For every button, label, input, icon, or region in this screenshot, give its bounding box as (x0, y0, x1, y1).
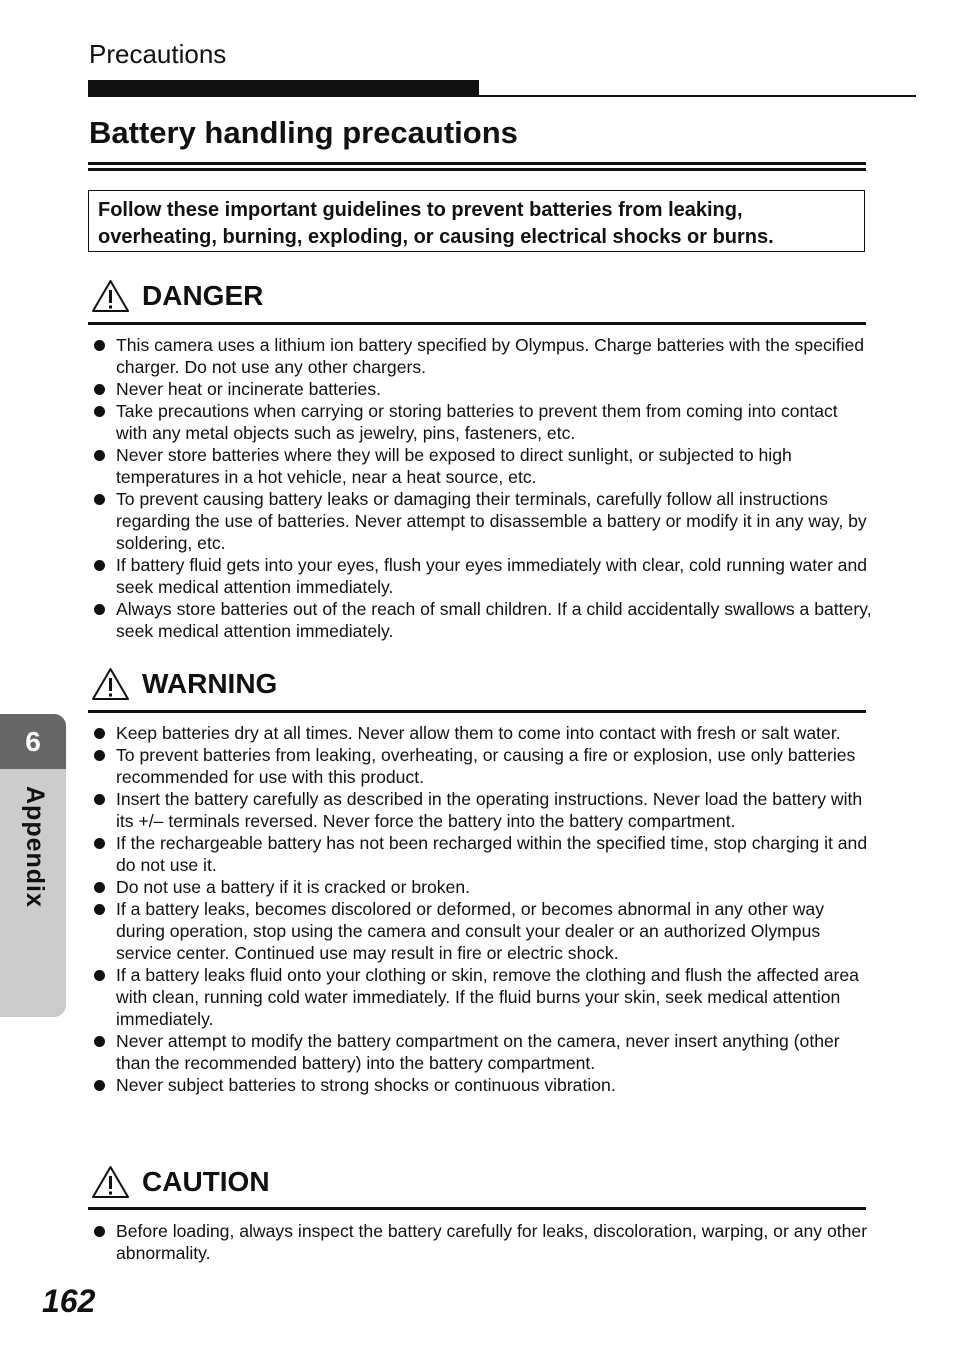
warning-heading (91, 664, 277, 704)
warning-triangle-icon (91, 1165, 130, 1199)
caution-rule (88, 1207, 866, 1210)
bullet-icon (94, 340, 105, 351)
bullet-icon (94, 1226, 105, 1237)
list-item: Take precautions when carrying or storing batteries to prevent them from coming into contact with any metal objects such as jewelry, pins, fasteners, etc. (92, 400, 872, 444)
list-item: Never subject batteries to strong shocks or continuous vibration. (92, 1074, 872, 1096)
section-header: Precautions (89, 39, 227, 69)
page-title: Battery handling precautions (89, 115, 518, 150)
bullet-icon (94, 1080, 105, 1091)
danger-list (92, 334, 872, 642)
bullet-icon (94, 750, 105, 761)
warning-list (92, 722, 872, 1096)
list-item: Do not use a battery if it is cracked or broken. (92, 876, 872, 898)
list-item: To prevent batteries from leaking, overheating, or causing a fire or explosion, use only batteries recommended for use with this product. (92, 744, 872, 788)
bullet-icon (94, 970, 105, 981)
warning-rule (88, 710, 866, 713)
bullet-icon (94, 904, 105, 915)
bullet-icon (94, 406, 105, 417)
list-item: Always store batteries out of the reach of small children. If a child accidentally swallows a battery, seek medical attention immediately. (92, 598, 872, 642)
intro-box: Follow these important guidelines to prevent batteries from leaking, overheating, burning, exploding, or causing electrical shocks or burns. (88, 190, 865, 252)
header-bar-thick (88, 80, 479, 97)
danger-rule (88, 322, 866, 325)
caution-label: CAUTION (142, 1166, 270, 1197)
caution-heading (91, 1162, 270, 1202)
bullet-icon (94, 560, 105, 571)
bullet-icon (94, 384, 105, 395)
list-item: Never attempt to modify the battery compartment on the camera, never insert anything (other than the recommended battery) into the battery compartment. (92, 1030, 872, 1074)
chapter-label: Appendix (21, 786, 49, 908)
title-rule-bottom (88, 168, 866, 171)
warning-label: WARNING (142, 668, 278, 699)
danger-heading (91, 276, 263, 316)
chapter-number: 6 (0, 714, 66, 769)
bullet-icon (94, 604, 105, 615)
list-item: To prevent causing battery leaks or damaging their terminals, carefully follow all instructions regarding the use of batteries. Never attempt to disassemble a battery or modify it in any way, by soldering, etc. (92, 488, 872, 554)
list-item: If the rechargeable battery has not been recharged within the specified time, stop charging it and do not use it. (92, 832, 872, 876)
chapter-side-tab[interactable] (0, 714, 66, 1017)
warning-triangle-icon (91, 279, 130, 313)
danger-label: DANGER (142, 280, 264, 311)
bullet-icon (94, 728, 105, 739)
bullet-icon (94, 882, 105, 893)
bullet-icon (94, 794, 105, 805)
list-item: This camera uses a lithium ion battery specified by Olympus. Charge batteries with the specified charger. Do not use any other chargers. (92, 334, 872, 378)
list-item: Never heat or incinerate batteries. (92, 378, 872, 400)
list-item: If a battery leaks fluid onto your clothing or skin, remove the clothing and flush the affected area with clean, running cold water immediately. If the fluid burns your skin, seek medical attention immediately. (92, 964, 872, 1030)
bullet-icon (94, 450, 105, 461)
list-item: If battery fluid gets into your eyes, flush your eyes immediately with clear, cold running water and seek medical attention immediately. (92, 554, 872, 598)
list-item: Before loading, always inspect the battery carefully for leaks, discoloration, warping, or any other abnormality. (92, 1220, 872, 1264)
list-item: Keep batteries dry at all times. Never allow them to come into contact with fresh or salt water. (92, 722, 872, 744)
caution-list (92, 1220, 872, 1264)
bullet-icon (94, 838, 105, 849)
bullet-icon (94, 1036, 105, 1047)
warning-triangle-icon (91, 667, 130, 701)
list-item: If a battery leaks, becomes discolored or deformed, or becomes abnormal in any other way during operation, stop using the camera and consult your dealer or an authorized Olympus service center. Continued use may result in fire or electric shock. (92, 898, 872, 964)
list-item: Insert the battery carefully as described in the operating instructions. Never load the battery with its +/– terminals reversed. Never force the battery into the battery compartment. (92, 788, 872, 832)
title-rule-top (88, 162, 866, 165)
list-item: Never store batteries where they will be exposed to direct sunlight, or subjected to high temperatures in a hot vehicle, near a heat source, etc. (92, 444, 872, 488)
header-bar-thin (479, 95, 916, 97)
bullet-icon (94, 494, 105, 505)
page-number: 162 (42, 1283, 96, 1319)
